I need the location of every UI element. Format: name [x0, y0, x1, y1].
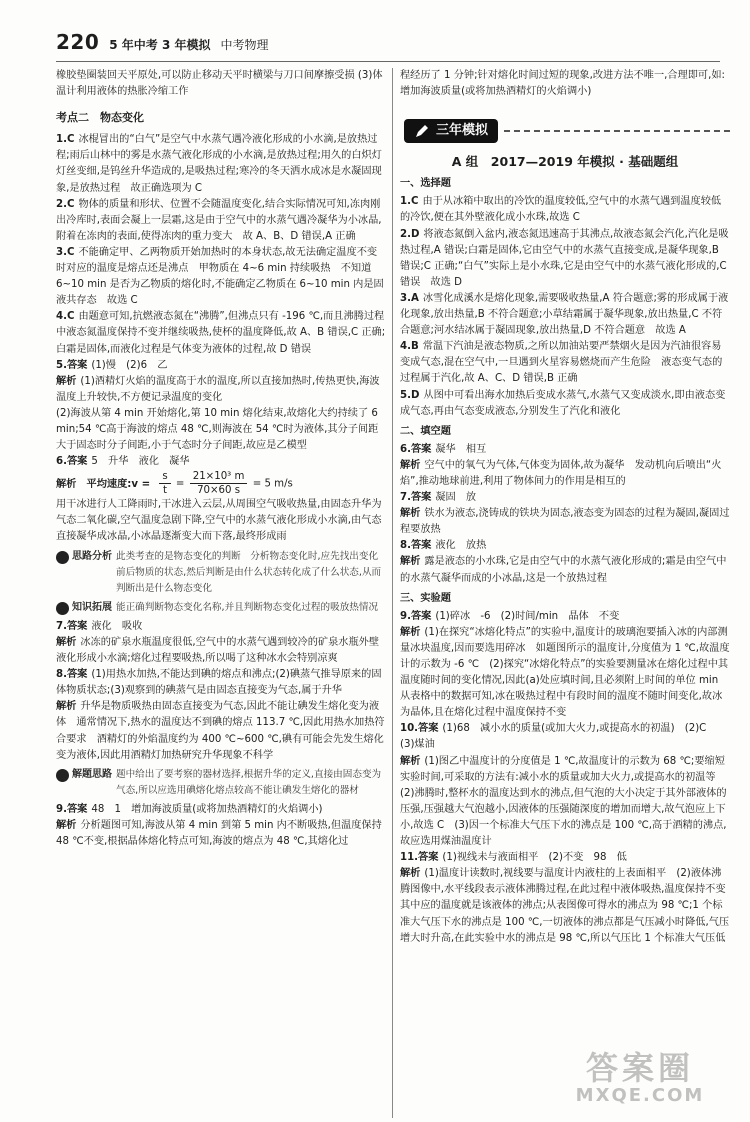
- after-formula-text: 用干冰进行人工降雨时,干冰进入云层,从周围空气吸收热量,由固态升华为气态二氧化碳,空气温度急剧下降,空气中的水蒸气液化形成小水滴,由气态直接凝华成冰晶,小冰晶逐渐变大而下落,最终形成雨: [56, 499, 382, 543]
- item-number: 解析: [400, 508, 421, 520]
- item-number: 3.C: [56, 246, 75, 258]
- item-text: 铁水为液态,浇铸成的铁块为固态,液态变为固态的过程为凝固,凝固过程要放热: [400, 508, 730, 536]
- answer-item: [56, 197, 386, 245]
- answer-item: [400, 458, 730, 490]
- item-text: 由于从冰箱中取出的冷饮的温度较低,空气中的水蒸气遇到温度较低的冷饮,便在其外壁液化成小水珠,故选 C: [400, 196, 722, 224]
- item-text: 液化 放热: [435, 540, 487, 552]
- answer-item: [400, 388, 730, 420]
- answer-item: [400, 291, 730, 339]
- bulb-icon: [56, 602, 69, 615]
- item-number: 6.答案: [56, 456, 88, 468]
- item-number: 5.答案: [56, 359, 88, 371]
- item-text: 冰雪化成溪水是熔化现象,需要吸收热量,A 符合题意;雾的形成属于液化现象,放出热量,B 不符合题意;小草结霜属于凝华现象,放出热量,C 不符合题意;河水结冰属于凝固现象,放出热量,D 不符合题意 故选 A: [400, 292, 729, 337]
- item-text: (1)酒精灯火焰的温度高于水的温度,所以直接加热时,传热更快,海波温度上升较快,不方便记录温度的变化: [56, 375, 380, 403]
- left-items3: [56, 802, 386, 850]
- item-text: 从图中可看出海水加热后变成水蒸气,水蒸气又变成淡水,即由液态变成气态,再由气态变成液态,分别发生了汽化和液化: [400, 389, 726, 417]
- answer-item: [400, 554, 730, 586]
- item-number: 4.B: [400, 341, 419, 353]
- item-number: 9.答案: [400, 610, 432, 622]
- header-rule: [56, 61, 720, 62]
- answer-item: [400, 506, 730, 538]
- part-choice: 一、选择题: [400, 178, 451, 190]
- formula-result: = 5 m/s: [252, 478, 293, 490]
- answer-item: [56, 454, 386, 470]
- item-text: (1)碎冰 -6 (2)时间/min 晶体 不变: [435, 610, 620, 622]
- answer-item: [400, 194, 730, 226]
- answer-item: [400, 721, 730, 753]
- item-text: 常温下汽油是液态物质,之所以加油站要严禁烟火是因为汽油很容易变成气态,混在空气中,一旦遇到火星容易燃烧而产生危险 液态变气态的过程属于汽化,故 A、C、D 错误,B 正确: [400, 341, 723, 385]
- item-number: 解析: [400, 459, 421, 471]
- item-number: 10.答案: [400, 723, 439, 735]
- left-items2: [56, 619, 386, 764]
- item-number: 2.C: [56, 198, 75, 210]
- answer-item: [56, 802, 386, 818]
- item-text: 将液态氮倒入盆内,液态氮迅速高于其沸点,故液态氮会汽化,汽化是吸热过程,A 错误;白霜是固体,它由空气中的水蒸气直接变成,是凝华现象,B 错误;C 正确;“白气”实际上是小水珠,它是由空气中的水蒸气液化形成的,C 错误 故选 D: [400, 228, 729, 288]
- item-text: 露是液态的小水珠,它是由空气中的水蒸气液化形成的;霜是由空气中的水蒸气凝华而成的小冰晶,这是一个放热过程: [400, 556, 727, 584]
- fraction-s-over-t: $\frac{s}{t}$: [159, 470, 170, 497]
- note-extension: 知识拓展 能正确判断物态变化名称,并且判断物态变化过程的吸放热情况: [56, 600, 386, 616]
- answer-item: [56, 619, 386, 635]
- answer-item: [400, 609, 730, 625]
- item-text: 冰冻的矿泉水瓶温度很低,空气中的水蒸气遇到较冷的矿泉水瓶外壁液化形成小水滴;熔化过程要吸热,所以喝了这种冰水会特别凉爽: [56, 637, 380, 665]
- answer-item: [400, 227, 730, 291]
- page-number: 220: [56, 30, 100, 54]
- answer-item: [56, 374, 386, 406]
- fraction-values: $\frac{\text{21×10³ m}}{70\times 60 s}$: [190, 470, 248, 497]
- item-text: (1)图乙中温度计的分度值是 1 ℃,故温度计的示数为 68 ℃;要缩短实验时间,可采取的方法有:减小水的质量或加大火力,或提高水的初温等 (2)沸腾时,整杯水的温度达到水的沸点,但气泡的大小决定于其外部液体的压强,压强越大气泡越小,因液体的压强随深度的增加而增大,故气泡应上下小,故选 C (3)因一个标准大气压下水的沸点是 100 ℃,高于酒精的沸点,故应选用煤油温度计: [400, 755, 727, 848]
- item-text: 不能确定甲、乙两物质开始加热时的本身状态,故无法确定温度不变时对应的温度是熔点还是沸点 甲物质在 4~6 min 持续吸热 不知道 6~10 min 是否为乙物质的熔化时,不能确定乙物质在 6~10 min 内是固液共存态 故选 C: [56, 246, 384, 307]
- answer-item: [56, 406, 386, 454]
- item-text: (1)慢 (2)6 乙: [91, 359, 168, 371]
- item-number: 1.C: [56, 134, 75, 146]
- item-text: (1)视线未与液面相平 (2)不变 98 低: [442, 852, 627, 864]
- item-text: 冰棍冒出的“白气”是空气中水蒸气遇冷液化形成的小水滴,是放热过程;雨后山林中的雾是水蒸气液化形成的小水滴,是放热过程;用久的白炽灯灯丝变细,是钨丝升华造成的,是吸热过程;寒冷的冬天洒水成冰是水凝固现象,是放热过程 故正确选项为 C: [56, 134, 382, 194]
- formula-line: 解析 平均速度:v = $\frac{s}{t}$ = $\frac{\text{21×10³ m}}{70\times 60 s}$ = 5 m/s: [56, 471, 293, 497]
- right-items2: [400, 442, 730, 587]
- answer-item: [56, 309, 386, 357]
- item-text: 凝固 放: [435, 492, 477, 504]
- answer-item: [400, 850, 730, 866]
- item-text: 由题意可知,抗燃液态氮在“沸腾”,但沸点只有 -196 ℃,而且沸腾过程中液态氮温度保持不变并继续吸热,使杯的温度降低,故 A、B 错误,C 正确;白霜是固体,而液化过程是气体变为液体的过程,故 D 错误: [56, 311, 386, 355]
- item-number: 7.答案: [56, 620, 88, 632]
- item-text: 升华是物质吸热由固态直接变为气态,因此不能让碘发生熔化变为液体 通常情况下,热水的温度达不到碘的熔点 113.7 ℃,因此用热水加热符合要求 酒精灯的外焰温度约为 400 ℃~600 ℃,碘有可能会先发生熔化变为液体,因此用酒精灯加热研究升华现象不科学: [56, 701, 385, 761]
- answer-item: [400, 442, 730, 458]
- answer-item: [56, 635, 386, 667]
- answer-item: [56, 132, 386, 196]
- item-number: 解析: [400, 755, 421, 767]
- answer-item: [56, 358, 386, 374]
- item-text: 5 升华 液化 凝华: [91, 456, 190, 468]
- section-heading: 考点二 物态变化: [56, 111, 144, 125]
- item-number: 6.答案: [400, 443, 432, 455]
- item-text: 凝华 相互: [435, 443, 487, 455]
- watermark-url: MXQE.COM: [575, 1085, 705, 1106]
- item-text: (1)在探究“冰熔化特点”的实验中,温度计的玻璃泡要插入冰的内部测量冰块温度,因而要选用碎冰 如题图所示的温度计,分度值为 1 ℃,故温度计的示数为 -6 ℃ (2)探究“冰熔化特点”的实验要测量冰在熔化过程中其温度随时间的变化情况,因此(a)处应填时间,且必须附上时间的单位 min 从表格中的数据可知,冰在吸热过程中有段时间的温度不随时间变化,故冰为晶体,且在熔化过程中温度保持不变: [400, 626, 730, 719]
- item-text: (1)用热水加热,不能达到碘的熔点和沸点;(2)碘蒸气推导原来的固体物质状态;(3)观察到的碘蒸气是由固态直接变为气态,属于升华: [56, 669, 382, 697]
- subject-title: 中考物理: [220, 38, 269, 52]
- answer-item: [56, 818, 386, 850]
- left-items: [56, 132, 386, 470]
- page-header: [56, 30, 720, 58]
- brain-icon: [56, 551, 69, 564]
- watermark-text: 答案圈: [585, 1049, 694, 1087]
- item-number: 解析: [400, 556, 421, 568]
- item-number: 8.答案: [400, 540, 432, 552]
- answer-item: [400, 490, 730, 506]
- left-intro: 橡胶垫圈装回天平原处,可以防止移动天平时横梁与刀口间摩擦受损 (3)体温计利用液体的热胀冷缩工作: [56, 70, 383, 98]
- watermark: [560, 1050, 720, 1108]
- item-number: 解析: [56, 820, 77, 832]
- item-number: 解析: [400, 626, 421, 638]
- answer-item: [400, 538, 730, 554]
- banner-title: 三年模拟: [436, 123, 489, 139]
- item-number: 2.D: [400, 228, 420, 240]
- item-text: 分析题图可知,海波从第 4 min 到第 5 min 内不断吸热,但温度保持 48 ℃不变,根据晶体熔化特点可知,海波的熔点为 48 ℃,其熔化过: [56, 820, 382, 848]
- answer-item: [56, 245, 386, 309]
- item-number: 5.D: [400, 389, 420, 401]
- item-number: 3.A: [400, 292, 419, 304]
- item-number: 4.C: [56, 311, 75, 323]
- item-number: 11.答案: [400, 852, 439, 864]
- item-number: 8.答案: [56, 669, 88, 681]
- answer-item: [56, 699, 386, 763]
- answer-item: [56, 667, 386, 699]
- pencil-icon: [414, 123, 430, 139]
- answer-item: [400, 625, 730, 722]
- lightning-icon: [56, 769, 69, 782]
- three-year-banner: [400, 114, 730, 148]
- item-number: 解析: [56, 701, 77, 713]
- right-items: [400, 194, 730, 419]
- answer-item: [400, 866, 736, 946]
- item-text: 物体的质量和形状、位置不会随温度变化,结合实际情况可知,冻肉刚出冷库时,表面会凝上一层霜,这是由于空气中的水蒸气遇冷凝华为小冰晶,附着在冻肉的表面,使得冻肉的重力变大 故 A、B、D 错误,A 正确: [56, 198, 382, 242]
- left-column: [56, 68, 386, 1118]
- item-text: 48 1 增加海波质量(或将加热酒精灯的火焰调小): [91, 803, 323, 815]
- formula-prefix: 解析 平均速度:v =: [56, 478, 151, 490]
- item-number: 1.C: [400, 196, 419, 208]
- item-text: (2)海波从第 4 min 开始熔化,第 10 min 熔化结束,故熔化大约持续了 6 min;54 ℃高于海波的熔点 48 ℃,则海波在 54 ℃时为液体,其分子间距大于固态时分子间距,小于气态时分子间距,故应是乙模型: [56, 407, 379, 452]
- part-experiment: 三、实验题: [400, 592, 451, 604]
- item-number: 9.答案: [56, 803, 88, 815]
- banner-rule: [504, 130, 730, 132]
- item-number: 解析: [56, 637, 77, 648]
- item-number: 解析: [56, 375, 77, 387]
- item-text: 液化 吸收: [91, 620, 143, 632]
- column-divider: [392, 68, 393, 1118]
- item-number: 解析: [400, 868, 421, 880]
- answer-item: [400, 339, 730, 387]
- series-title: 5 年中考 3 年模拟: [109, 38, 211, 52]
- group-title: A 组 2017—2019 年模拟 · 基础题组: [451, 154, 679, 170]
- item-text: (1)温度计读数时,视线要与温度计内液柱的上表面相平 (2)液体沸腾图像中,水平线段表示液体沸腾过程,在此过程中液体吸热,温度保持不变 其中应的温度就是该液体的沸点;从表图像可得水的沸点为 98 ℃;1 个标准大气压下水的沸点是 100 ℃,一切液体的沸点都是气压减小时降低,气压增大时升高,在此实验中水的沸点是 98 ℃,所以气压比 1 个标准大气压低: [400, 868, 736, 944]
- answer-item: [400, 754, 730, 851]
- right-intro: 程经历了 1 分钟;针对熔化时间过短的现象,改进方法不唯一,合理即可,如:增加海波质量(或将加热酒精灯的火焰调小): [400, 70, 725, 98]
- note-thinking: 思路分析 此类考查的是物态变化的判断 分析物态变化时,应先找出变化前后物质的状态,然后判断是由什么状态转化成了什么状态,从而判断出是什么物态变化: [56, 549, 386, 597]
- item-text: (1)68 减小水的质量(或加大火力,或提高水的初温) (2)C (3)煤油: [400, 723, 717, 751]
- right-items3: [400, 609, 736, 947]
- right-column: [400, 68, 736, 1118]
- item-text: 空气中的氧气为气体,气体变为固体,故为凝华 发动机向后喷出“火焰”,推动地球前进,利用了物体间力的作用是相互的: [400, 459, 722, 487]
- note-approach: 解题思路 题中给出了要考察的器材选择,根据升华的定义,直接由固态变为气态,所以应选用碘熔化熔点较高不能让碘发生熔化的器材: [56, 767, 386, 799]
- item-number: 7.答案: [400, 492, 432, 504]
- part-fill: 二、填空题: [400, 425, 451, 437]
